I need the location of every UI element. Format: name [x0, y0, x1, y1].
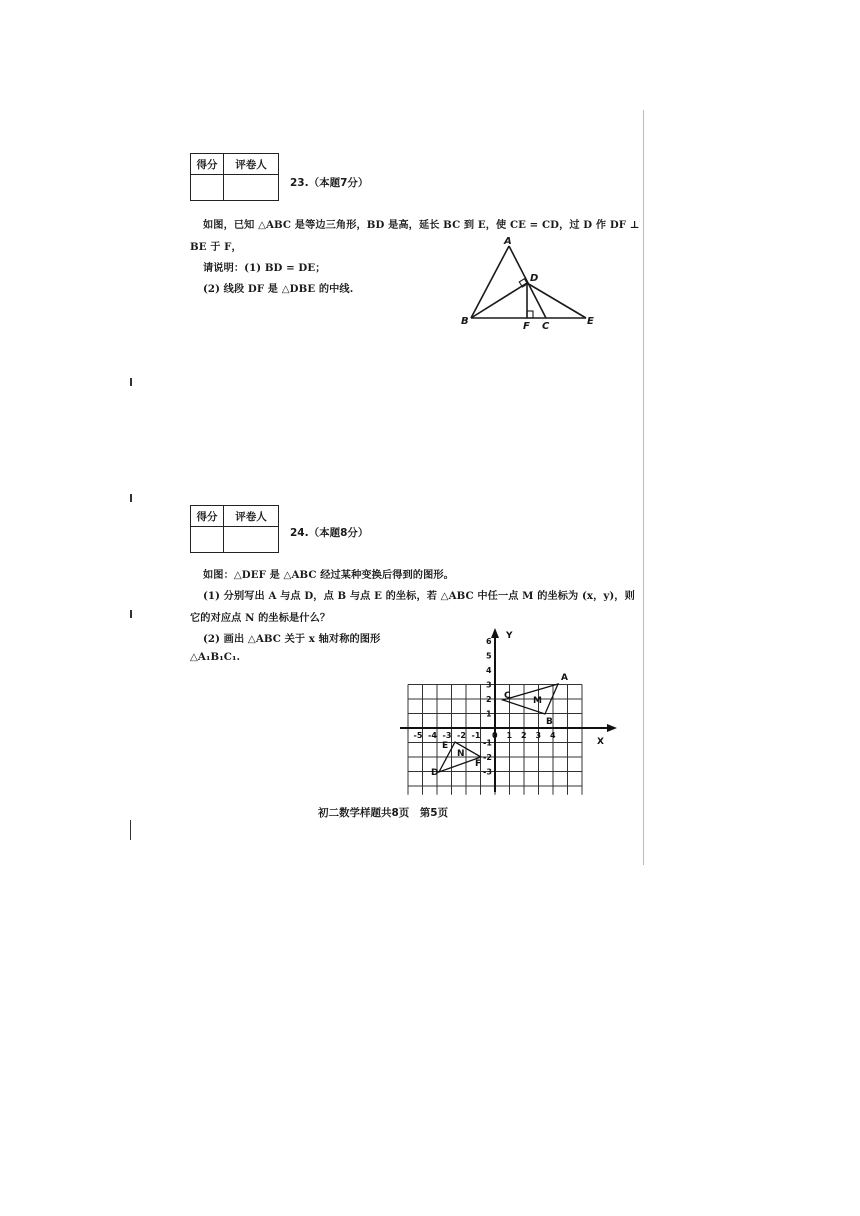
q23-triangle-figure	[455, 232, 605, 332]
label-a: A	[504, 236, 512, 247]
grader-header: 评卷人	[224, 154, 279, 175]
scan-mark	[130, 820, 131, 840]
scan-mark	[130, 378, 132, 386]
q24-text-line: 它的对应点 N 的坐标是什么？	[190, 612, 331, 624]
y-tick-label: 3	[486, 680, 492, 690]
point-label-b: B	[546, 717, 553, 727]
x-tick-label: 1	[506, 731, 513, 740]
y-tick-label: 5	[486, 651, 492, 661]
point-label-d: D	[431, 768, 439, 778]
label-e: E	[587, 316, 594, 327]
x-tick-label: 2	[521, 731, 527, 740]
point-label-m: M	[533, 696, 542, 706]
x-tick-label: -1	[471, 731, 481, 740]
q23-text-line: (2) 线段 DF 是 △DBE 的中线.	[203, 283, 354, 295]
label-d: D	[530, 273, 539, 284]
grader-header: 评卷人	[224, 506, 279, 527]
x-axis-label: X	[597, 737, 604, 747]
q24-text-line: 如图：△DEF 是 △ABC 经过某种变换后得到的图形。	[203, 569, 454, 581]
score-table-q23	[190, 153, 279, 201]
question-23-title: 23.（本题7分）	[290, 177, 369, 189]
q23-text-line: 请说明：(1) BD = DE；	[203, 262, 326, 274]
point-label-a: A	[561, 673, 568, 683]
scan-edge-line	[643, 110, 644, 865]
score-table-q24	[190, 505, 279, 553]
score-cell[interactable]	[191, 527, 224, 553]
x-tick-label: -3	[442, 731, 452, 740]
q24-text-line: (1) 分别写出 A 与点 D，点 B 与点 E 的坐标，若 △ABC 中任一点 M 的坐标为 (x，y)，则	[203, 590, 635, 602]
point-label-e: E	[442, 741, 449, 751]
point-label-c: C	[504, 691, 511, 701]
scan-mark	[130, 494, 132, 502]
scan-mark	[130, 610, 132, 618]
q24-text-line: △A₁B₁C₁.	[190, 651, 241, 663]
y-tick-label: -3	[483, 767, 492, 777]
question-24-title: 24.（本题8分）	[290, 527, 369, 539]
q23-text-line: BE 于 F，	[190, 241, 242, 253]
y-tick-label: 2	[486, 695, 492, 704]
score-header: 得分	[191, 154, 224, 175]
segment-de	[527, 283, 586, 318]
right-angle-f	[527, 311, 533, 318]
grader-cell[interactable]	[224, 175, 279, 201]
page-footer: 初二数学样题共8页 第5页	[318, 807, 449, 819]
score-cell[interactable]	[191, 175, 224, 201]
q24-coordinate-graph	[395, 620, 625, 800]
y-tick-label: 1	[486, 709, 492, 719]
point-label-f: F	[475, 759, 482, 769]
y-tick-label: -1	[483, 738, 492, 748]
label-b: B	[461, 316, 469, 327]
x-tick-label: -4	[428, 731, 437, 740]
score-header: 得分	[191, 506, 224, 527]
y-tick-label: -2	[483, 753, 492, 762]
y-axis-label: Y	[506, 631, 513, 641]
q23-text-line: 如图，已知 △ABC 是等边三角形，BD 是高，延长 BC 到 E，使 CE = CD，过 D 作 DF ⊥	[203, 219, 640, 231]
label-f: F	[523, 321, 530, 332]
y-tick-label: 6	[486, 637, 492, 646]
x-tick-label: 0	[492, 731, 498, 740]
x-tick-label: 4	[550, 731, 556, 740]
y-axis-arrow	[491, 628, 499, 638]
q24-text-line: (2) 画出 △ABC 关于 x 轴对称的图形	[203, 633, 381, 645]
x-tick-label: -5	[413, 731, 423, 740]
x-axis-arrow	[607, 724, 617, 732]
x-tick-label: 3	[535, 731, 542, 740]
label-c: C	[542, 321, 550, 332]
point-label-n: N	[457, 749, 465, 759]
segment-ab	[471, 246, 509, 318]
grader-cell[interactable]	[224, 527, 279, 553]
x-tick-label: -2	[457, 731, 466, 740]
y-tick-label: 4	[486, 666, 492, 675]
